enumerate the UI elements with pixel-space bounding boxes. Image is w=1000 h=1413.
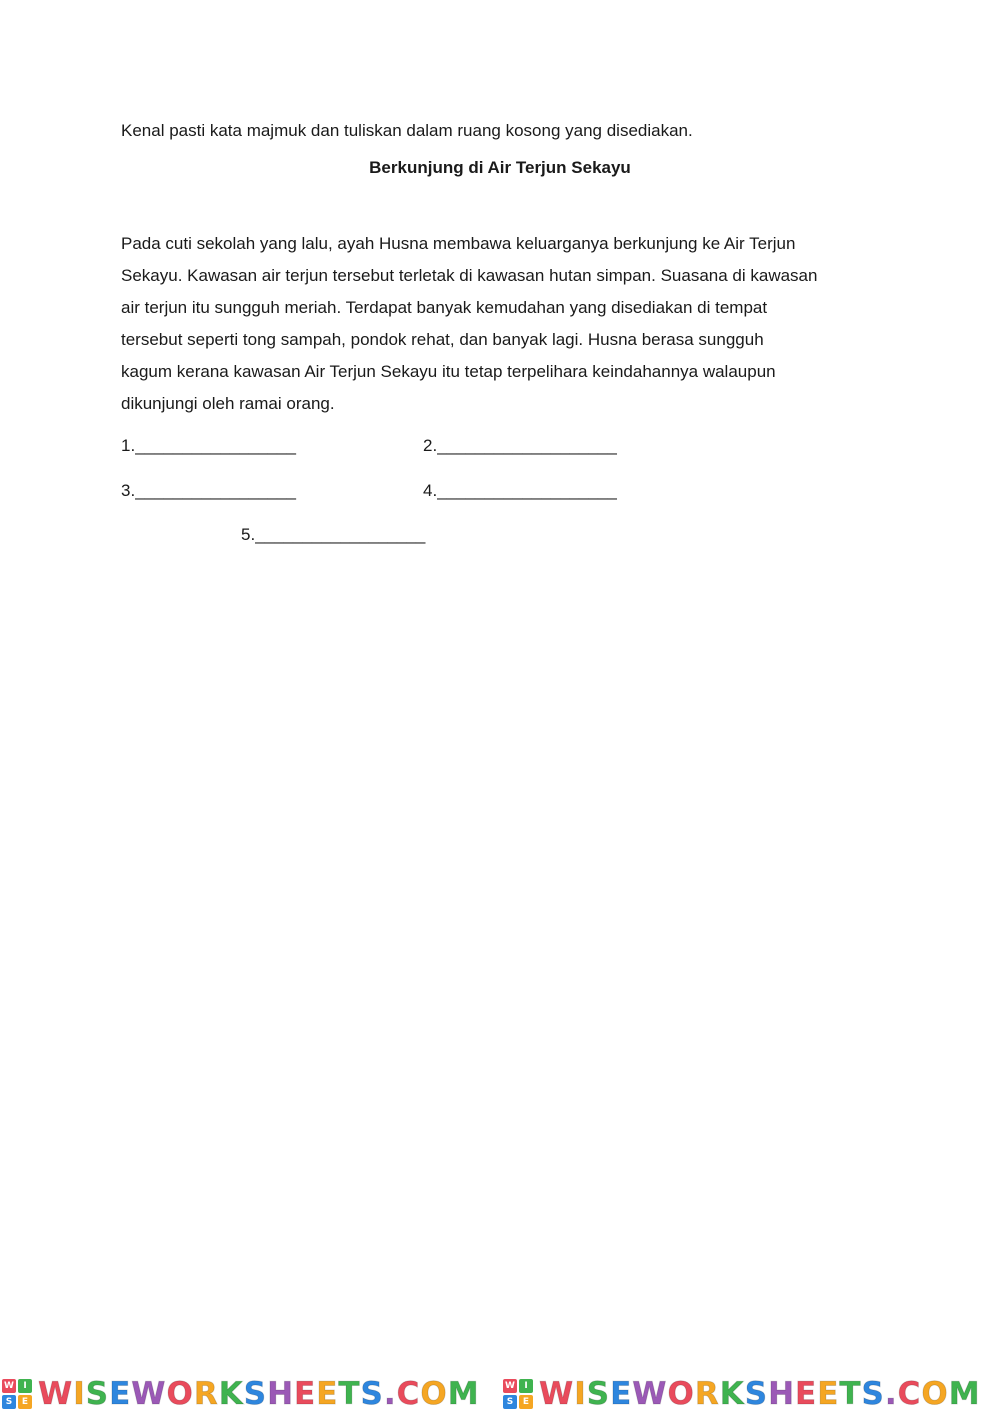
passage-body [121,228,891,420]
answer-number: 4. [423,481,438,500]
watermark-letter: M [948,1376,981,1412]
watermark-letter: W [632,1376,668,1412]
watermark-letter: T [338,1376,361,1412]
watermark-letter: W [539,1376,575,1412]
watermark-letter: E [817,1376,840,1412]
passage-title: Berkunjung di Air Terjun Sekayu [369,158,631,177]
logo-letter: E [519,1395,533,1409]
watermark-letter: C [396,1376,421,1412]
watermark-logo-group [2,1378,480,1410]
watermark-text [38,1378,480,1410]
watermark-letter: O [667,1376,695,1412]
passage-line: tersebut seperti tong sampah, pondok rehat, dan banyak lagi. Husna berasa sungguh [121,330,764,349]
watermark-letter: W [38,1376,74,1412]
watermark-letter: S [744,1376,769,1412]
watermark-letter: T [839,1376,862,1412]
answer-blank-2[interactable] [423,435,617,457]
watermark-letter: E [610,1376,633,1412]
answer-line[interactable]: ___________________ [437,481,617,500]
answer-line[interactable]: __________________ [255,525,426,544]
passage-line: air terjun itu sungguh meriah. Terdapat banyak kemudahan yang disediakan di tempat [121,298,768,317]
watermark-letter: R [193,1376,219,1412]
footer-watermark [0,1376,1000,1413]
watermark-letter: S [586,1376,611,1412]
passage-line: kagum kerana kawasan Air Terjun Sekayu itu tetap terpelihara keindahannya walaupun [121,362,776,381]
watermark-letter: C [897,1376,922,1412]
watermark-letter: . [884,1376,898,1412]
watermark-letter: W [131,1376,167,1412]
answer-blank-3[interactable] [121,480,296,502]
watermark-letter: I [73,1376,86,1412]
watermark-letter: O [921,1376,949,1412]
answer-number: 3. [121,481,136,500]
logo-letter: S [2,1395,16,1409]
passage-line: dikunjungi oleh ramai orang. [121,394,335,413]
logo-letter: E [18,1395,32,1409]
watermark-letter: M [447,1376,480,1412]
watermark-letter: E [109,1376,132,1412]
logo-letter: W [2,1379,16,1393]
answer-line[interactable]: _________________ [135,481,296,500]
watermark-logo-group [503,1378,981,1410]
logo-letter: W [503,1379,517,1393]
answer-line[interactable]: _________________ [135,436,296,455]
watermark-letter: K [218,1376,244,1412]
watermark-letter: I [574,1376,587,1412]
watermark-letter: E [795,1376,818,1412]
wiseworksheets-logo-icon [2,1379,32,1409]
passage-line: Sekayu. Kawasan air terjun tersebut terletak di kawasan hutan simpan. Suasana di kawasan [121,266,818,285]
passage-line: Pada cuti sekolah yang lalu, ayah Husna membawa keluarganya berkunjung ke Air Terjun [121,234,796,253]
answer-number: 5. [241,525,256,544]
answer-blank-1[interactable] [121,435,296,457]
watermark-letter: S [243,1376,268,1412]
watermark-letter: O [166,1376,194,1412]
watermark-letter: S [360,1376,384,1412]
instruction-text: Kenal pasti kata majmuk dan tuliskan dalam ruang kosong yang disediakan. [121,121,693,140]
answer-blank-4[interactable] [423,480,617,502]
answer-number: 2. [423,436,438,455]
watermark-letter: R [694,1376,720,1412]
answer-blank-5[interactable] [241,524,425,546]
watermark-letter: H [267,1376,295,1412]
watermark-letter: S [85,1376,110,1412]
wiseworksheets-logo-icon [503,1379,533,1409]
logo-letter: S [503,1395,517,1409]
watermark-letter: E [316,1376,339,1412]
watermark-letter: O [420,1376,448,1412]
watermark-letter: H [768,1376,796,1412]
watermark-letter: E [294,1376,317,1412]
watermark-letter: . [383,1376,397,1412]
answer-line[interactable]: ___________________ [437,436,617,455]
watermark-letter: S [861,1376,885,1412]
watermark-text [539,1378,981,1410]
answer-number: 1. [121,436,136,455]
logo-letter: I [519,1379,533,1393]
logo-letter: I [18,1379,32,1393]
watermark-letter: K [719,1376,745,1412]
